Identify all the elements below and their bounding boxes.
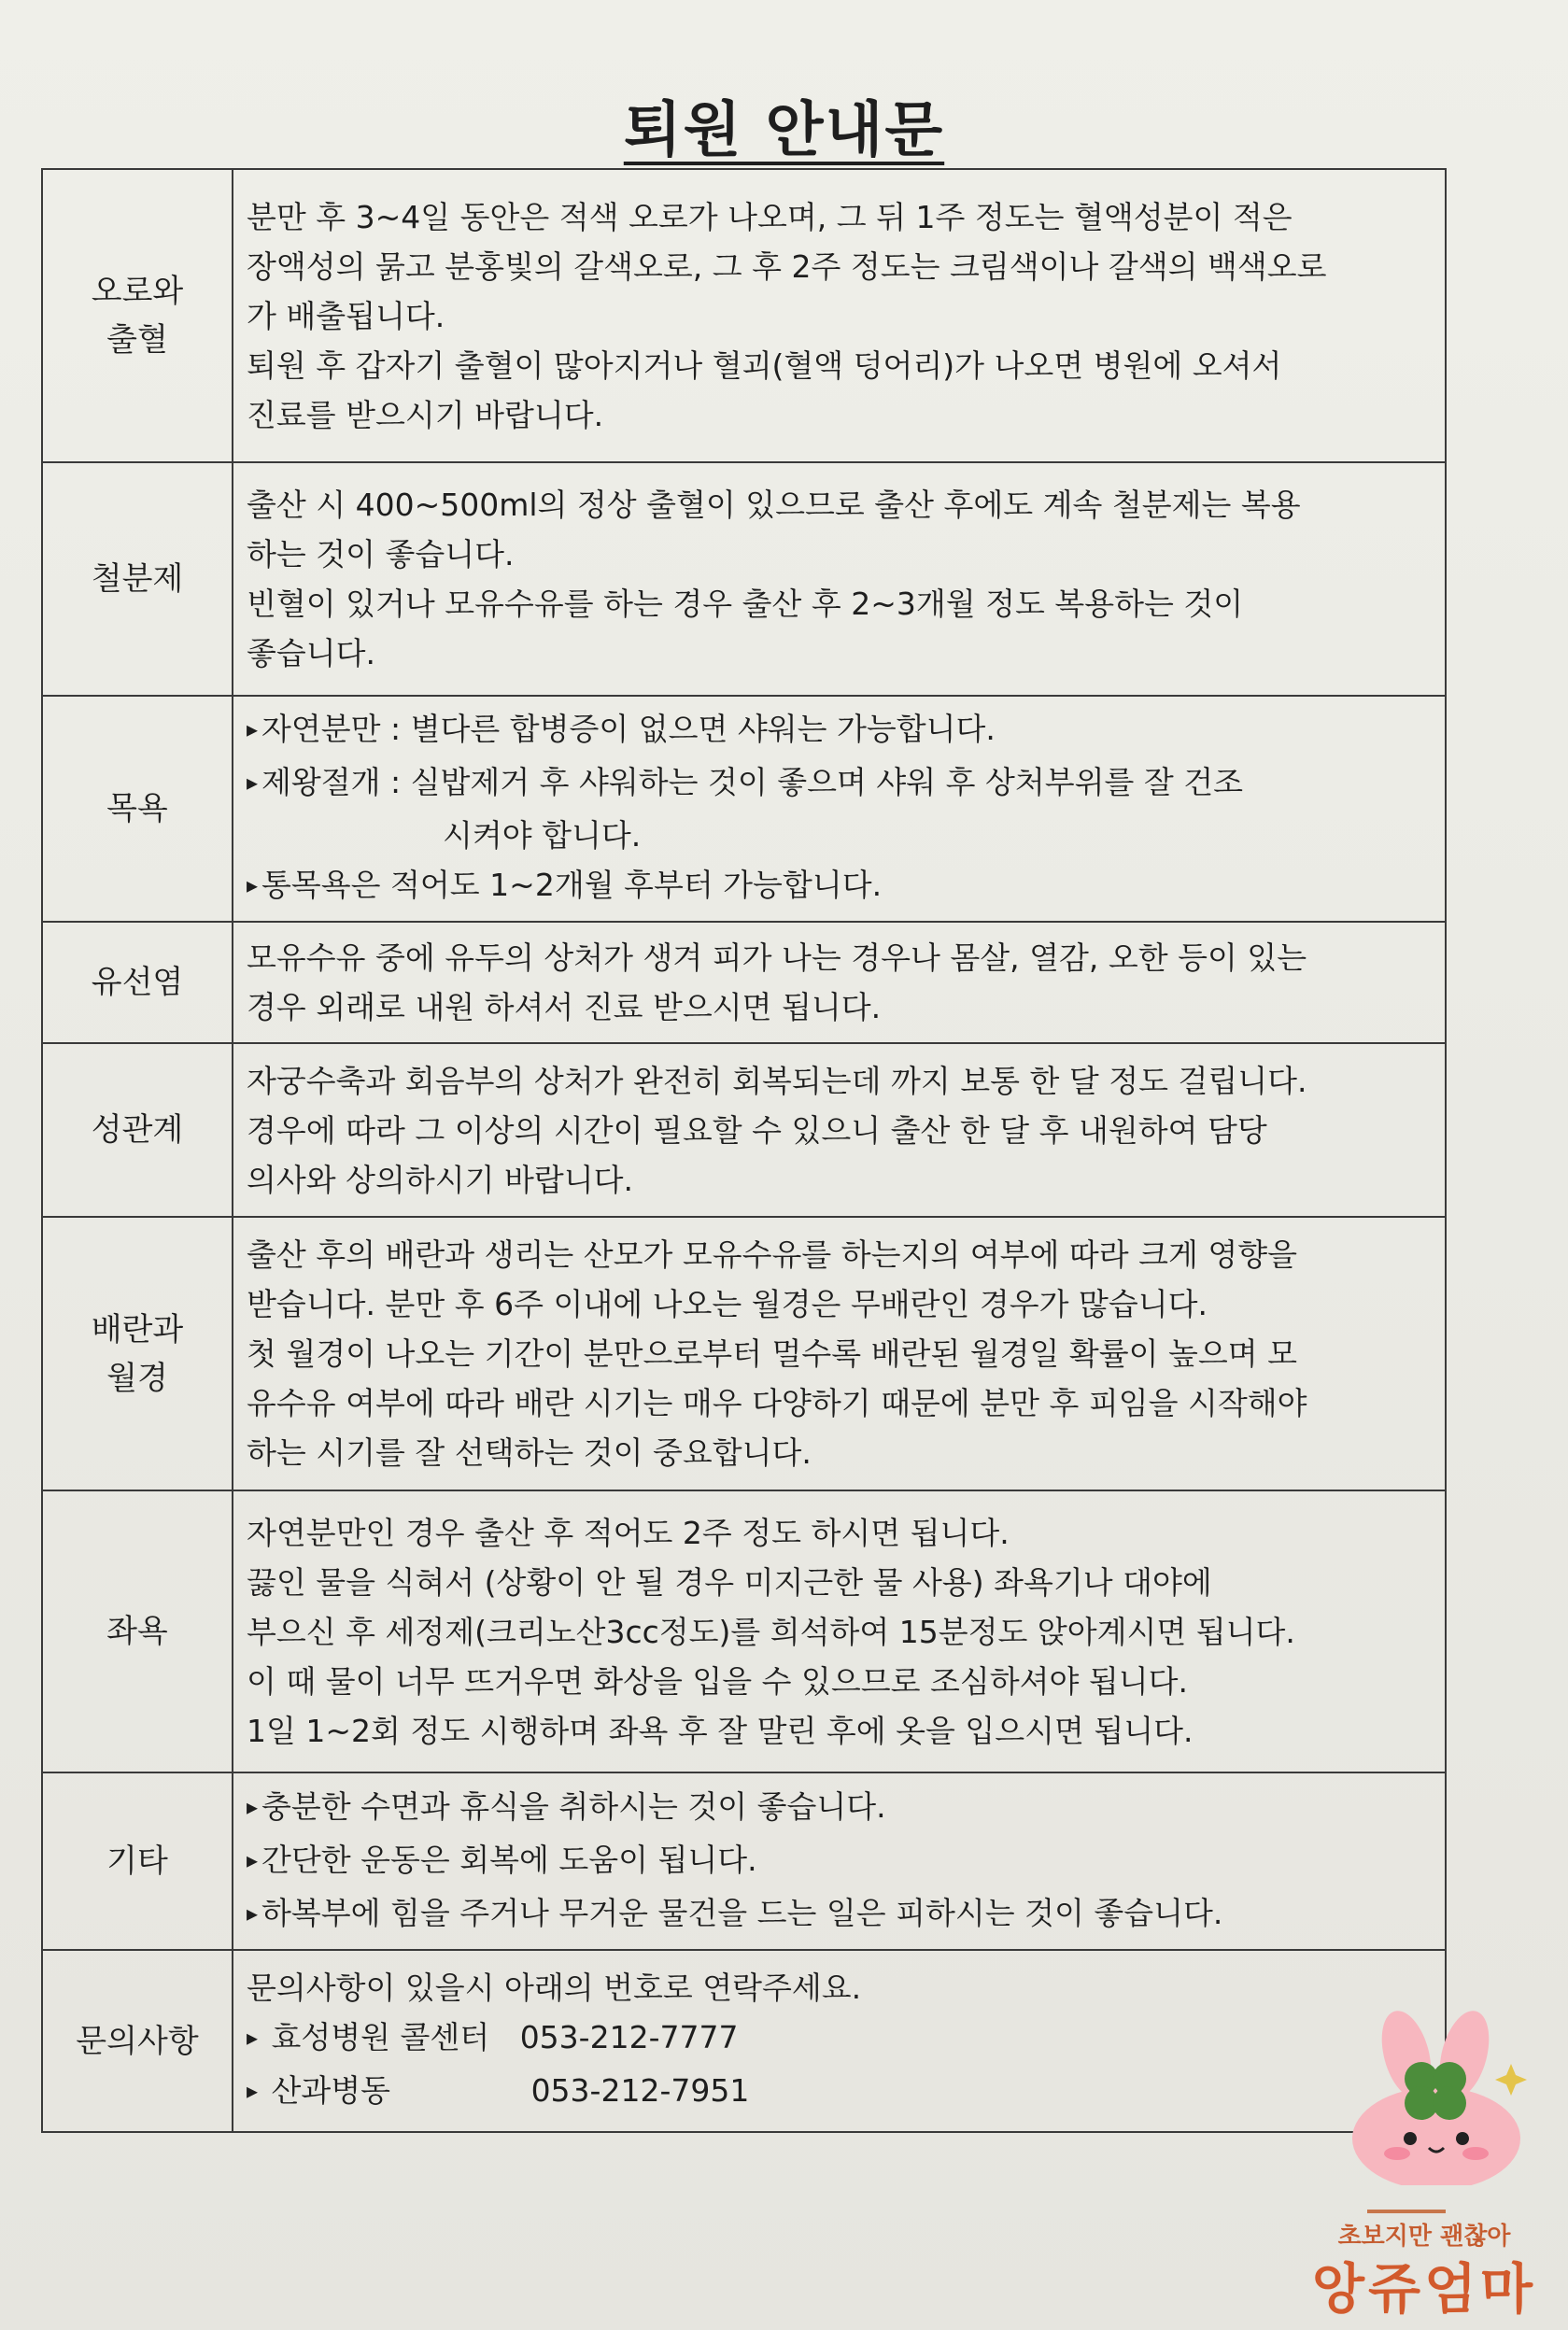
content-line: 이 때 물이 너무 뜨거우면 화상을 입을 수 있으므로 조심하셔야 됩니다. <box>247 1662 1188 1700</box>
content-line: 경우에 따라 그 이상의 시간이 필요할 수 있으니 출산 한 달 후 내원하여 담당 <box>247 1111 1267 1149</box>
content-line: 자연분만인 경우 출산 후 적어도 2주 정도 하시면 됩니다. <box>247 1514 1010 1551</box>
table-row-postpartum-bleeding <box>42 169 1446 462</box>
row-label: 철분제 <box>42 462 233 696</box>
row-content <box>233 1950 1446 2132</box>
contact-name: 산과병동 <box>271 2072 391 2109</box>
content-line: 부으신 후 세정제(크리노산3cc정도)를 희석하여 15분정도 앉아계시면 됩니다. <box>247 1613 1295 1650</box>
table-row-inquiries <box>42 1950 1446 2132</box>
contact-line <box>247 2066 1435 2119</box>
content-line: 의사와 상의하시기 바랍니다. <box>247 1161 634 1198</box>
row-label: 오로와 출혈 <box>42 169 233 462</box>
row-label: 문의사항 <box>42 1950 233 2132</box>
table-row-mastitis <box>42 922 1446 1043</box>
bullet-line: ▸ 통목욕은 적어도 1~2개월 후부터 가능합니다. <box>247 860 1435 913</box>
contact-phone: 053-212-7777 <box>519 2019 739 2055</box>
row-label: 좌욕 <box>42 1490 233 1772</box>
bullet-line: ▸ 충분한 수면과 휴식을 취하시는 것이 좋습니다. <box>247 1782 1435 1835</box>
content-line: 진료를 받으시기 바랍니다. <box>247 396 604 433</box>
content-line: 출산 시 400~500ml의 정상 출혈이 있으므로 출산 후에도 계속 철분제는 복용 <box>247 487 1301 523</box>
row-content <box>233 169 1446 462</box>
content-line: 퇴원 후 갑자기 출혈이 많아지거나 혈괴(혈액 덩어리)가 나오면 병원에 오셔서 <box>247 346 1282 384</box>
content-line: 첫 월경이 나오는 기간이 분만으로부터 멀수록 배란된 월경일 확률이 높으며 모 <box>247 1335 1297 1372</box>
row-content <box>233 1490 1446 1772</box>
content-line: 모유수유 중에 유두의 상처가 생겨 피가 나는 경우나 몸살, 열감, 오한 등이 있는 <box>247 939 1307 976</box>
table-row-ovulation-menstruation <box>42 1217 1446 1490</box>
content-line: 유수유 여부에 따라 배란 시기는 매우 다양하기 때문에 분만 후 피임을 시작해야 <box>247 1385 1307 1421</box>
content-line: 장액성의 묽고 분홍빛의 갈색오로, 그 후 2주 정도는 크림색이나 갈색의 백색오로 <box>247 247 1327 285</box>
bullet-line: ▸ 하복부에 힘을 주거나 무거운 물건을 드는 일은 피하시는 것이 좋습니다. <box>247 1888 1435 1942</box>
content-line: 문의사항이 있을시 아래의 번호로 연락주세요. <box>247 1970 862 2006</box>
content-line: 하는 것이 좋습니다. <box>247 536 515 572</box>
row-label: 배란과 월경 <box>42 1217 233 1490</box>
content-line: 하는 시기를 잘 선택하는 것이 중요합니다. <box>247 1434 812 1471</box>
watermark-caption: 초보지만 괜찮아 <box>1337 2223 1511 2251</box>
content-line: 자궁수축과 회음부의 상처가 완전히 회복되는데 까지 보통 한 달 정도 걸립니다. <box>247 1062 1307 1099</box>
table-row-bathing <box>42 696 1446 922</box>
content-line: 1일 1~2회 정도 시행하며 좌욕 후 잘 말린 후에 옷을 입으시면 됩니다. <box>247 1712 1194 1749</box>
content-line: 출산 후의 배란과 생리는 산모가 모유수유를 하는지의 여부에 따라 크게 영향을 <box>247 1236 1297 1273</box>
content-line: 경우 외래로 내원 하셔서 진료 받으시면 됩니다. <box>247 989 882 1025</box>
row-label: 성관계 <box>42 1043 233 1217</box>
contact-phone: 053-212-7951 <box>530 2072 750 2109</box>
row-label: 유선염 <box>42 922 233 1043</box>
row-content <box>233 1043 1446 1217</box>
contact-name: 효성병원 콜센터 <box>271 2019 490 2055</box>
bullet-line: ▸ 제왕절개 : 실밥제거 후 샤워하는 것이 좋으며 샤워 후 상처부위를 잘 건조 <box>247 757 1435 811</box>
content-line: 가 배출됩니다. <box>247 297 445 334</box>
bunny-clover-mascot-icon <box>1324 1998 1548 2185</box>
table-row-sitz-bath <box>42 1490 1446 1772</box>
table-row-other <box>42 1772 1446 1950</box>
row-content <box>233 1217 1446 1490</box>
bullet-line: ▸ 간단한 운동은 회복에 도움이 됩니다. <box>247 1835 1435 1888</box>
content-line: 받습니다. 분만 후 6주 이내에 나오는 월경은 무배란인 경우가 많습니다. <box>247 1286 1208 1322</box>
contact-line <box>247 2012 1435 2066</box>
row-content <box>233 922 1446 1043</box>
bullet-line: ▸ 자연분만 : 별다른 합병증이 없으면 샤워는 가능합니다. <box>247 704 1435 757</box>
row-label: 목욕 <box>42 696 233 922</box>
guide-table <box>41 168 1447 2133</box>
content-line: 시켜야 합니다. <box>443 817 642 854</box>
content-line: 분만 후 3~4일 동안은 적색 오로가 나오며, 그 뒤 1주 정도는 혈액성분이 적은 <box>247 198 1293 235</box>
table-row-intercourse <box>42 1043 1446 1217</box>
watermark-name: 앙쥬엄마 <box>1311 2257 1537 2321</box>
row-content <box>233 696 1446 922</box>
content-line: 끓인 물을 식혀서 (상황이 안 될 경우 미지근한 물 사용) 좌욕기나 대야에 <box>247 1563 1212 1601</box>
row-content <box>233 462 1446 696</box>
table-row-iron-supplement <box>42 462 1446 696</box>
content-line: 빈혈이 있거나 모유수유를 하는 경우 출산 후 2~3개월 정도 복용하는 것이 <box>247 586 1244 622</box>
row-label: 기타 <box>42 1772 233 1950</box>
content-line: 좋습니다. <box>247 635 376 671</box>
page-title: 퇴원 안내문 <box>623 96 945 165</box>
watermark-divider <box>1367 2210 1446 2213</box>
row-content <box>233 1772 1446 1950</box>
